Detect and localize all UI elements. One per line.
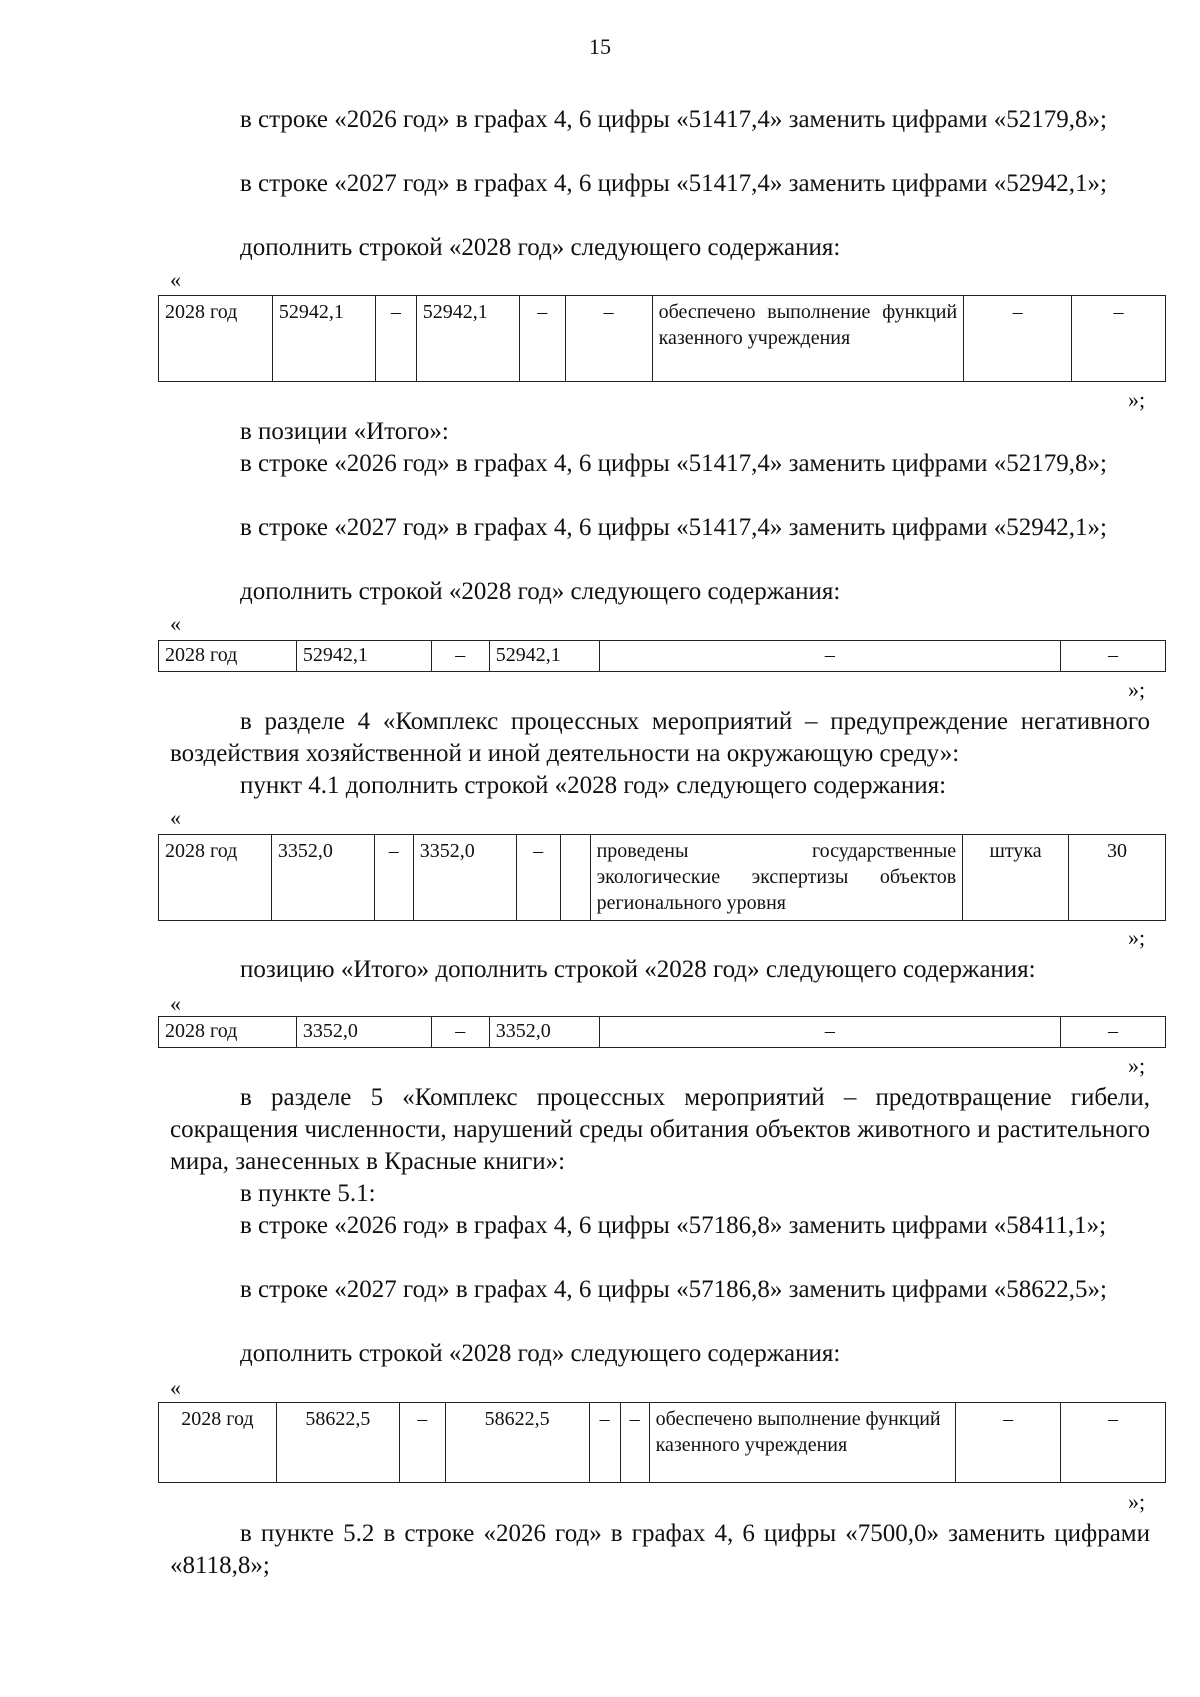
- cell-value: 52942,1: [416, 296, 519, 382]
- cell-value: 52942,1: [272, 296, 375, 382]
- cell-dash: –: [431, 1017, 489, 1048]
- cell-value: 52942,1: [489, 641, 599, 672]
- cell-dash: –: [1061, 641, 1166, 672]
- cell-value: 3352,0: [271, 835, 374, 921]
- paragraph: в строке «2027 год» в графах 4, 6 цифры «57186,8» заменить цифрами «58622,5»;: [240, 1276, 1108, 1303]
- cell-count: 30: [1069, 835, 1166, 921]
- paragraph: в разделе 5 «Комплекс процессных мероприятий – предотвращение гибели, сокращения численности, нарушений среды обитания объектов животного и растительного мира, занесенных в Красные книги»:: [170, 1084, 1150, 1175]
- quote-close: »;: [1128, 925, 1146, 950]
- paragraph: дополнить строкой «2028 год» следующего содержания:: [240, 578, 841, 605]
- cell-value: 58622,5: [445, 1403, 589, 1483]
- cell-result: обеспечено выполнение функций казенного учреждения: [649, 1403, 956, 1483]
- paragraph: в строке «2027 год» в графах 4, 6 цифры «51417,4» заменить цифрами «52942,1»;: [240, 514, 1108, 541]
- quote-open: «: [170, 267, 181, 292]
- cell-year: 2028 год: [159, 835, 272, 921]
- quote-open: «: [170, 991, 181, 1016]
- cell-result: обеспечено выполнение функций казенного учреждения: [652, 296, 964, 382]
- paragraph: в строке «2026 год» в графах 4, 6 цифры «51417,4» заменить цифрами «52179,8»;: [240, 450, 1108, 477]
- cell-dash: –: [620, 1403, 649, 1483]
- cell-dash: –: [399, 1403, 445, 1483]
- quote-open: «: [170, 805, 181, 830]
- table-itogo-2028-1: [158, 640, 1166, 672]
- cell-value: 3352,0: [413, 835, 516, 921]
- table-itogo-2028-4: [158, 1016, 1166, 1048]
- cell-dash: –: [1072, 296, 1166, 382]
- quote-close: »;: [1128, 677, 1146, 702]
- cell-value: 3352,0: [489, 1017, 599, 1048]
- cell-dash: –: [599, 1017, 1060, 1048]
- cell-year: 2028 год: [159, 641, 297, 672]
- paragraph: дополнить строкой «2028 год» следующего содержания:: [240, 1340, 841, 1367]
- paragraph: дополнить строкой «2028 год» следующего содержания:: [240, 234, 841, 261]
- cell-dash: –: [375, 296, 416, 382]
- cell-unit: штука: [963, 835, 1069, 921]
- paragraph: в разделе 4 «Комплекс процессных мероприятий – предупреждение негативного воздействия хозяйственной и иной деятельности на окружающую среду»:: [170, 708, 1150, 767]
- quote-close: »;: [1128, 1053, 1146, 1078]
- cell-result: проведены государственные экологические экспертизы объектов регионального уровня: [590, 835, 963, 921]
- paragraph: в строке «2026 год» в графах 4, 6 цифры «57186,8» заменить цифрами «58411,1»;: [240, 1212, 1107, 1239]
- cell-year: 2028 год: [159, 296, 273, 382]
- paragraph: в позиции «Итого»:: [240, 418, 449, 445]
- cell-value: 58622,5: [276, 1403, 399, 1483]
- cell-dash: –: [516, 835, 560, 921]
- cell-dash: –: [589, 1403, 620, 1483]
- cell-dash: –: [431, 641, 489, 672]
- paragraph: в строке «2027 год» в графах 4, 6 цифры «51417,4» заменить цифрами «52942,1»;: [240, 170, 1108, 197]
- quote-close: »;: [1128, 387, 1146, 412]
- cell-dash: –: [374, 835, 413, 921]
- table-row-2028-4-1: [158, 834, 1166, 921]
- paragraph: в строке «2026 год» в графах 4, 6 цифры «51417,4» заменить цифрами «52179,8»;: [240, 106, 1108, 133]
- table-row-2028-5-1: [158, 1402, 1166, 1483]
- page-number: 15: [589, 34, 611, 59]
- cell-dash: –: [599, 641, 1060, 672]
- paragraph: в пункте 5.2 в строке «2026 год» в графах 4, 6 цифры «7500,0» заменить цифрами «8118,8»;: [170, 1520, 1150, 1579]
- paragraph: в пункте 5.1:: [240, 1180, 376, 1207]
- table-row-2028-1: [158, 295, 1166, 382]
- cell-dash: –: [1061, 1403, 1166, 1483]
- quote-open: «: [170, 611, 181, 636]
- cell-value: 3352,0: [296, 1017, 431, 1048]
- cell-dash: –: [519, 296, 565, 382]
- cell-dash: –: [964, 296, 1072, 382]
- quote-close: »;: [1128, 1489, 1146, 1514]
- paragraph: пункт 4.1 дополнить строкой «2028 год» следующего содержания:: [240, 772, 947, 799]
- cell-year: 2028 год: [159, 1403, 277, 1483]
- cell-dash: –: [565, 296, 652, 382]
- cell-value: 52942,1: [296, 641, 431, 672]
- quote-open: «: [170, 1375, 181, 1400]
- cell-empty: [560, 835, 590, 921]
- cell-year: 2028 год: [159, 1017, 297, 1048]
- paragraph: позицию «Итого» дополнить строкой «2028 год» следующего содержания:: [240, 956, 1036, 983]
- cell-dash: –: [1061, 1017, 1166, 1048]
- cell-dash: –: [956, 1403, 1061, 1483]
